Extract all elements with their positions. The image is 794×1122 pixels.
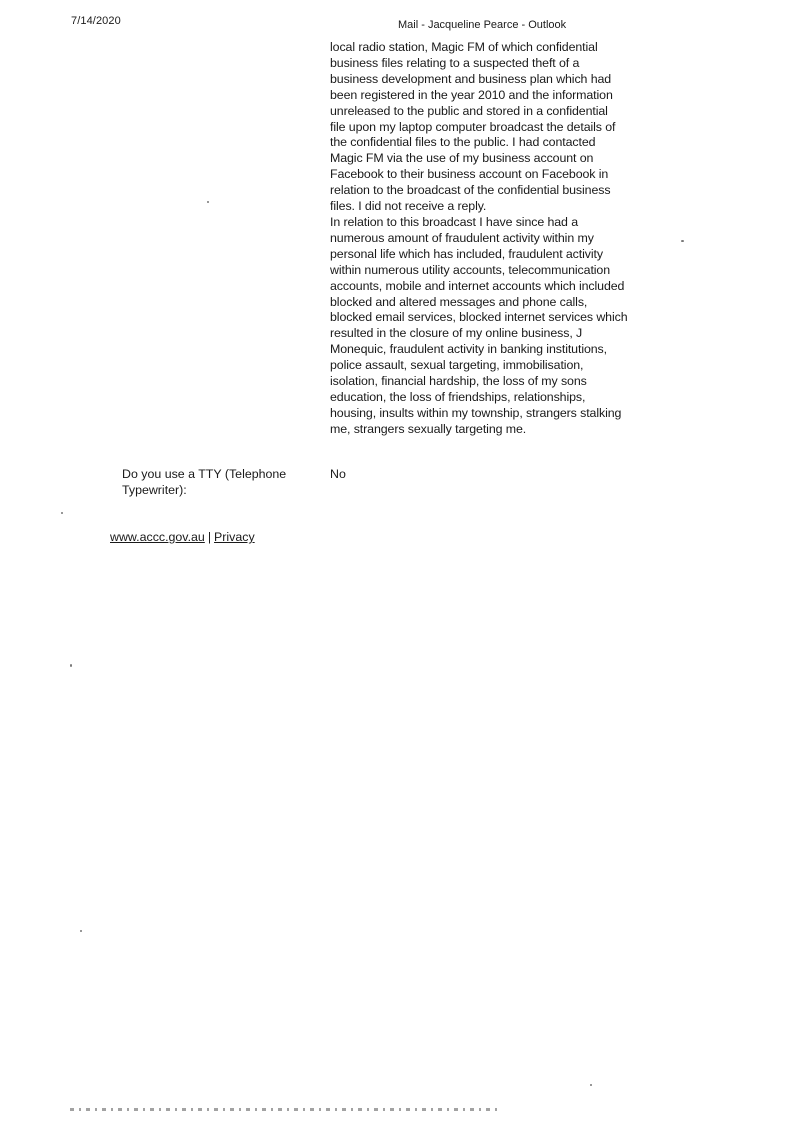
scan-speck: [80, 930, 82, 932]
scan-speck: [590, 1084, 592, 1086]
footer-links: [110, 530, 255, 546]
scan-speck: [70, 664, 72, 667]
tty-answer-value: No: [330, 467, 346, 481]
print-date: 7/14/2020: [71, 15, 121, 27]
tty-question-label: Do you use a TTY (Telephone Typewriter):: [122, 467, 287, 497]
scan-speck: [681, 240, 684, 242]
privacy-link[interactable]: Privacy: [214, 530, 255, 544]
accc-website-link[interactable]: www.accc.gov.au: [110, 530, 205, 544]
complaint-answer: [330, 40, 640, 438]
footer-separator: |: [207, 530, 212, 544]
scan-faded-url-footer: [70, 1108, 500, 1111]
scan-speck: [207, 201, 209, 203]
scan-speck: [61, 512, 63, 514]
answer-paragraph-1: local radio station, Magic FM of which confidential business files relating to a suspected theft of a business development and business plan which had been registered in the year 2010 and the information unreleased to the public and stored in a confidential file upon my laptop computer broadcast the details of the confidential files to the public. I had contacted Magic FM via the use of my business account on Facebook to their business account on Facebook in relation to the broadcast of the confidential business files. I did not receive a reply.: [330, 40, 616, 214]
answer-paragraph-2: In relation to this broadcast I have since had a numerous amount of fraudulent activity within my personal life which has included, fraudulent activity within numerous utility accounts, telecommunication accounts, mobile and internet accounts which included blocked and altered messages and phone calls, blocked email services, blocked internet services which resulted in the closure of my online business, J Monequic, fraudulent activity in banking institutions, police assault, sexual targeting, immobilisation, isolation, financial hardship, the loss of my sons education, the loss of friendships, relationships, housing, insults within my township, strangers stalking me, strangers sexually targeting me.: [330, 214, 628, 436]
print-header-title: Mail - Jacqueline Pearce - Outlook: [398, 19, 567, 31]
